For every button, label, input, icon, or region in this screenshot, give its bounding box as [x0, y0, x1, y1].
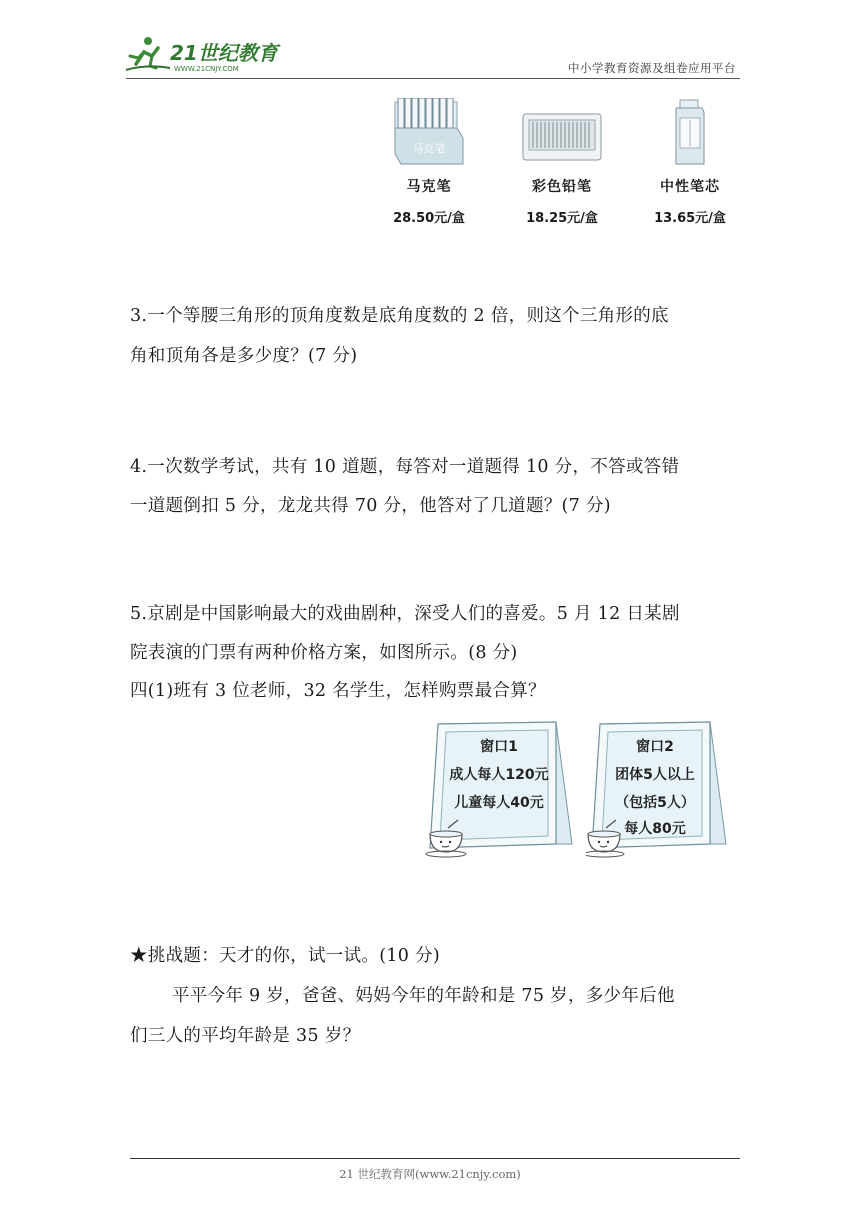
product-name: 马克笔	[406, 179, 452, 195]
window-group-note: （包括5人）	[615, 795, 695, 811]
question-4-line-2: 一道题倒扣 5 分，龙龙共得 70 分，他答对了几道题？(7 分)	[130, 496, 611, 516]
site-name: 中小学教育资源及组卷应用平台	[568, 61, 736, 75]
window-group-price: 每人80元	[624, 821, 686, 837]
svg-text:21世纪教育: 21世纪教育	[170, 41, 278, 65]
product-gel-refills	[635, 98, 745, 226]
question-3-line-2: 角和顶角各是多少度？(7 分)	[130, 346, 358, 366]
footer-divider	[130, 1158, 740, 1159]
question-5-line-2: 院表演的门票有两种价格方案，如图所示。(8 分)	[130, 643, 518, 663]
question-4-line-1: 4.一次数学考试，共有 10 道题，每答对一道题得 10 分，不答或答错	[130, 457, 680, 477]
window-title: 窗口1	[480, 739, 518, 755]
page-footer: 21 世纪教育网(www.21cnjy.com)	[339, 1167, 521, 1181]
product-name: 彩色铅笔	[532, 179, 592, 195]
challenge-title: ★挑战题：天才的你，试一试。(10 分)	[130, 946, 440, 966]
marker-box-image	[389, 98, 469, 166]
question-5-line-1: 5.京剧是中国影响最大的戏曲剧种，深受人们的喜爱。5 月 12 日某剧	[130, 604, 680, 624]
product-colored-pencils	[507, 98, 617, 226]
window-title: 窗口2	[636, 739, 674, 755]
window-price-child: 儿童每人40元	[454, 795, 544, 811]
challenge-line-2: 们三人的平均年龄是 35 岁？	[130, 1026, 361, 1046]
window-price-adult: 成人每人120元	[449, 767, 549, 783]
ticket-window-1	[424, 718, 574, 860]
svg-text:马克笔: 马克笔	[412, 142, 446, 155]
product-price: 28.50元/盒	[393, 211, 465, 226]
ticket-window-2	[586, 718, 736, 860]
challenge-line-1: 平平今年 9 岁，爸爸、妈妈今年的年龄和是 75 岁，多少年后他	[172, 986, 675, 1006]
product-price: 13.65元/盒	[654, 211, 726, 226]
site-logo	[126, 34, 296, 74]
header-divider	[126, 78, 740, 79]
refill-box-image	[670, 98, 710, 166]
question-3-line-1: 3.一个等腰三角形的顶角度数是底角度数的 2 倍，则这个三角形的底	[130, 306, 669, 326]
pencil-box-image	[519, 98, 605, 166]
page-header	[126, 30, 740, 78]
product-name: 中性笔芯	[660, 179, 720, 195]
product-marker	[374, 98, 484, 226]
question-5-line-3: 四(1)班有 3 位老师，32 名学生，怎样购票最合算？	[130, 681, 546, 701]
window-group-rule: 团体5人以上	[615, 767, 695, 783]
svg-text:WWW.21CNJY.COM: WWW.21CNJY.COM	[174, 65, 239, 73]
product-price: 18.25元/盒	[526, 211, 598, 226]
